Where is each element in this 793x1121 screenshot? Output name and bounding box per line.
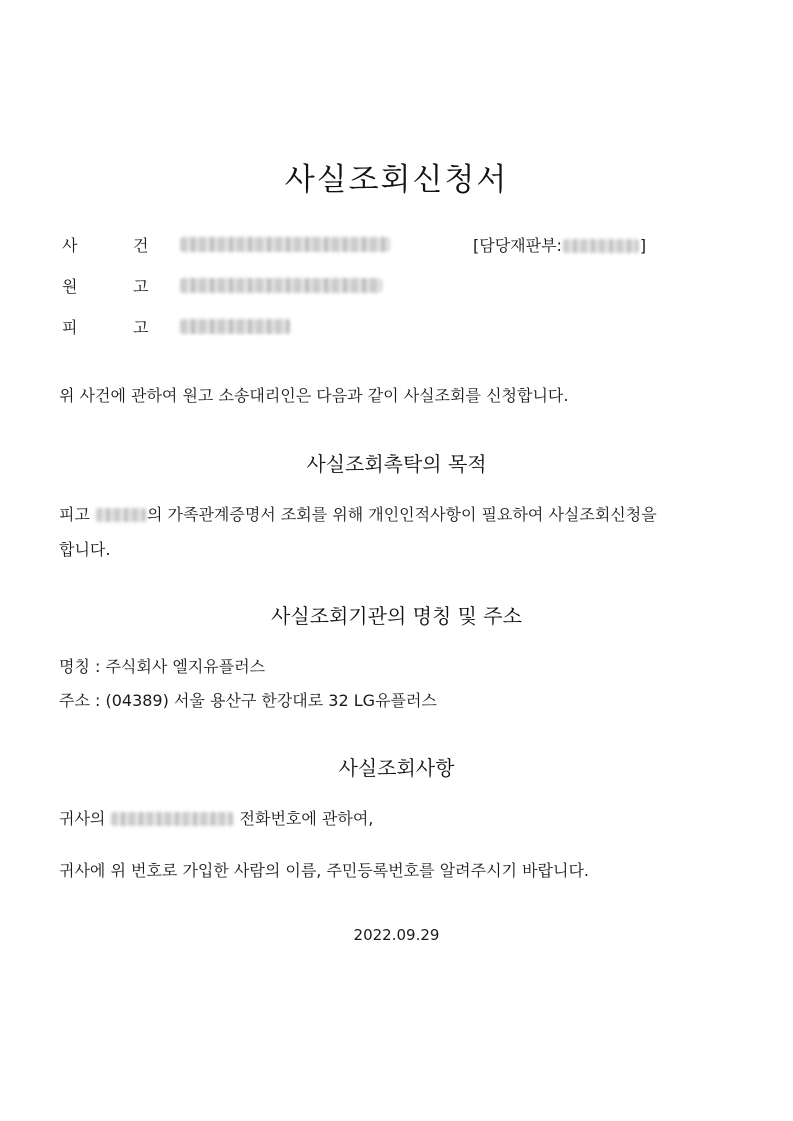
institution-name: 명칭 : 주식회사 엘지유플러스 xyxy=(59,657,266,676)
dept-prefix: [담당재판부: xyxy=(473,236,562,255)
matters-line-1-suffix: 전화번호에 관하여, xyxy=(234,809,374,828)
purpose-line-2: 합니다. xyxy=(59,540,111,559)
redacted-defendant-name xyxy=(180,319,290,334)
redacted-plaintiff-name xyxy=(180,278,382,293)
redacted-dept xyxy=(563,239,639,253)
redacted-case-number xyxy=(180,237,390,252)
plaintiff-label-2: 고 xyxy=(133,277,149,296)
purpose-heading: 사실조회촉탁의 목적 xyxy=(306,452,487,476)
dept-label xyxy=(473,233,646,256)
matters-heading: 사실조회사항 xyxy=(338,756,455,780)
redacted-defendant-name-inline xyxy=(96,508,146,522)
plaintiff-row xyxy=(59,274,459,298)
defendant-row xyxy=(59,315,459,339)
document-date: 2022.09.29 xyxy=(353,926,440,944)
plaintiff-label-1: 원 xyxy=(62,277,78,296)
matters-line-2: 귀사에 위 번호로 가입한 사람의 이름, 주민등록번호를 알려주시기 바랍니다. xyxy=(59,861,589,880)
dept-suffix: ] xyxy=(639,236,647,255)
matters-line-1-prefix: 귀사의 xyxy=(59,809,111,828)
purpose-line-1 xyxy=(59,502,657,525)
case-label-1: 사 xyxy=(62,236,78,255)
purpose-line-1-rest: 의 가족관계증명서 조회를 위해 개인인적사항이 필요하여 사실조회신청을 xyxy=(147,505,657,524)
document-title: 사실조회신청서 xyxy=(284,162,509,198)
intro-paragraph: 위 사건에 관하여 원고 소송대리인은 다음과 같이 사실조회를 신청합니다. xyxy=(59,386,569,405)
case-row xyxy=(59,233,699,257)
defendant-label-2: 고 xyxy=(133,318,149,337)
matters-line-1 xyxy=(59,806,373,829)
purpose-prefix: 피고 xyxy=(59,505,95,524)
case-label-2: 건 xyxy=(133,236,149,255)
institution-address: 주소 : (04389) 서울 용산구 한강대로 32 LG유플러스 xyxy=(59,691,437,710)
institution-heading: 사실조회기관의 명칭 및 주소 xyxy=(271,604,522,628)
defendant-label-1: 피 xyxy=(62,318,78,337)
redacted-phone-number xyxy=(111,812,233,826)
